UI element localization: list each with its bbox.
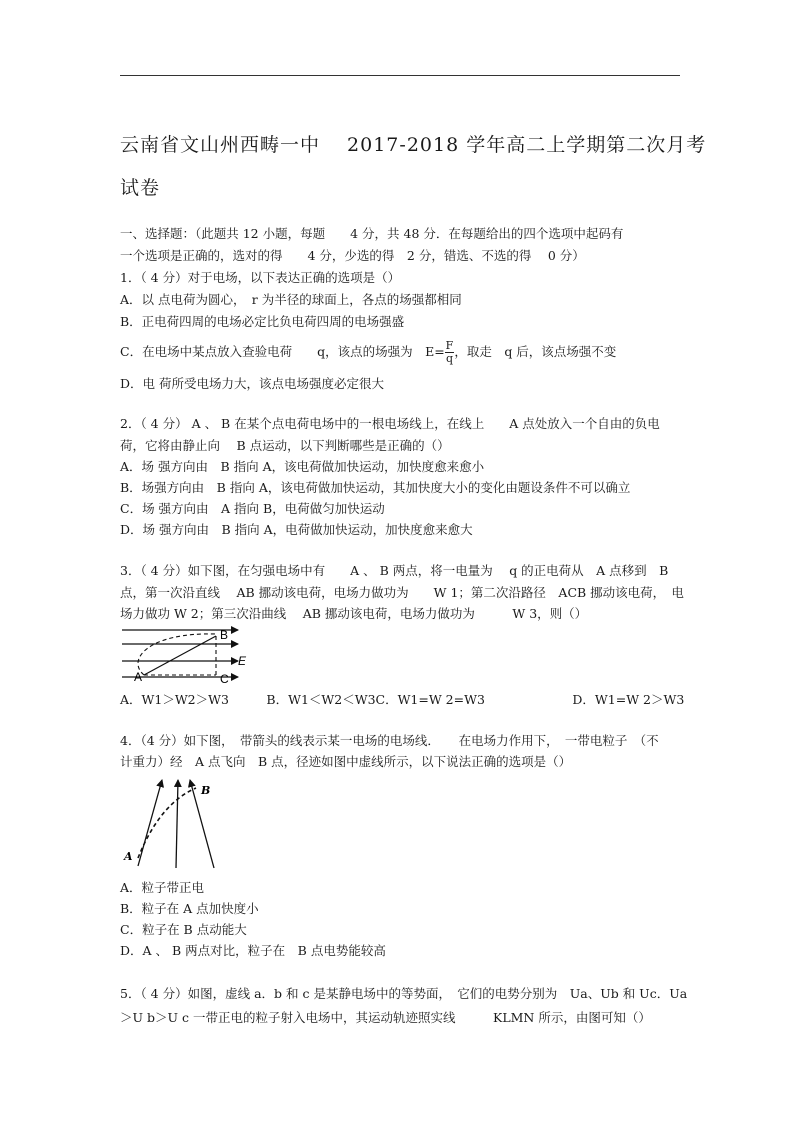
q4-stem-line1: 4．（4 分）如下图， 带箭头的线表示某一电场的电场线． 在电场力作用下， 一带电粒子 （不 — [120, 733, 659, 748]
section-heading-line2: 一个选项是正确的，选对的得 4 分，少选的得 2 分，错选、不选的得 0 分） — [120, 248, 585, 263]
formula-numerator: F — [445, 339, 454, 352]
path-ab-straight — [144, 636, 216, 675]
field-lines-figure — [118, 772, 228, 870]
q2-option-b: B．场强方向由 B 指向 A，该电荷做加快运动，其加快度大小的变化由题设条件不可以确立 — [120, 480, 631, 495]
doc-title-line1: 云南省文山州西畴一中 2017-2018 学年高二上学期第二次月考 — [120, 134, 707, 156]
q5-stem-line1: 5．（ 4 分）如图，虚线 a．b 和 c 是某静电场中的等势面， 它们的电势分别为 Ua、Ub 和 Uc．Ua — [120, 986, 688, 1001]
q1-option-c-pre: C．在电场中某点放入查验电荷 q，该点的场强为 E= — [120, 344, 445, 359]
header-rule — [120, 75, 680, 76]
q2-option-c: C．场 强方向由 A 指向 B，电荷做匀加快运动 — [120, 501, 385, 516]
electric-field-line-left — [138, 780, 162, 866]
q2-option-a: A．场 强方向由 B 指向 A，该电荷做加快运动，加快度愈来愈小 — [120, 459, 485, 474]
q3-stem-line3: 场力做功 W 2；第三次沿曲线 AB 挪动该电荷，电场力做功为 W 3，则（） — [120, 606, 588, 621]
formula-denominator: q — [445, 352, 454, 365]
q1-option-c — [120, 340, 616, 365]
q1-stem: 1．（ 4 分）对于电场，以下表达正确的选项是（） — [120, 270, 401, 285]
field-formula-fraction — [445, 340, 455, 365]
q4-option-a: A．粒子带正电 — [120, 880, 205, 895]
particle-trajectory — [138, 788, 196, 858]
q1-option-a: A．以 点电荷为圆心， r 为半径的球面上，各点的场强都相同 — [120, 292, 462, 307]
fig3-label-a: A — [134, 670, 143, 684]
uniform-field-figure — [118, 622, 248, 686]
fig3-label-c: C — [220, 672, 229, 686]
q4-option-d: D．A 、 B 两点对比，粒子在 B 点电势能较高 — [120, 943, 386, 958]
section-heading-line1: 一、选择题：（此题共 12 小题，每题 4 分，共 48 分．在每题给出的四个选项中起码有 — [120, 226, 624, 241]
q1-option-b: B．正电荷四周的电场必定比负电荷四周的电场强盛 — [120, 314, 405, 329]
q3-stem-line1: 3．（ 4 分）如下图，在匀强电场中有 A 、 B 两点，将一电量为 q 的正电荷从 A 点移到 B — [120, 563, 669, 578]
q1-option-c-post: ，取走 q 后，该点场强不变 — [454, 344, 617, 359]
fig3-label-b: B — [220, 628, 229, 642]
q2-stem-line1: 2．（ 4 分） A 、 B 在某个点电荷电场中的一根电场线上，在线上 A 点处放入一个自由的负电 — [120, 416, 660, 431]
fig4-label-a: A — [124, 850, 133, 863]
q3-options: A．W1＞W2＞W3 B．W1＜W2＜W3C．W1=W 2=W3 D．W1=W 2＞W3 — [120, 692, 685, 707]
q4-stem-line2: 计重力）经 A 点飞向 B 点，径迹如图中虚线所示，以下说法正确的选项是（） — [120, 754, 572, 769]
q3-stem-line2: 点，第一次沿直线 AB 挪动该电荷，电场力做功为 W 1；第二次沿路径 ACB 挪动该电荷， 电 — [120, 585, 684, 600]
fig4-label-b: B — [201, 784, 211, 797]
q4-option-b: B．粒子在 A 点加快度小 — [120, 901, 259, 916]
q2-stem-line2: 荷，它将由静止向 B 点运动，以下判断哪些是正确的（） — [120, 438, 450, 453]
q4-option-c: C．粒子在 B 点动能大 — [120, 922, 247, 937]
path-ab-curve — [138, 634, 216, 675]
q5-stem-line2: ＞U b＞U c 一带正电的粒子射入电场中，其运动轨迹照实线 KLMN 所示，由图可知（） — [120, 1010, 651, 1025]
q1-option-d: D．电 荷所受电场力大，该点电场强度必定很大 — [120, 376, 384, 391]
doc-title-line2: 试卷 — [120, 177, 161, 199]
q2-option-d: D．场 强方向由 B 指向 A，电荷做加快运动，加快度愈来愈大 — [120, 522, 473, 537]
fig3-label-e: E — [238, 654, 247, 668]
electric-field-line-middle — [176, 780, 178, 868]
